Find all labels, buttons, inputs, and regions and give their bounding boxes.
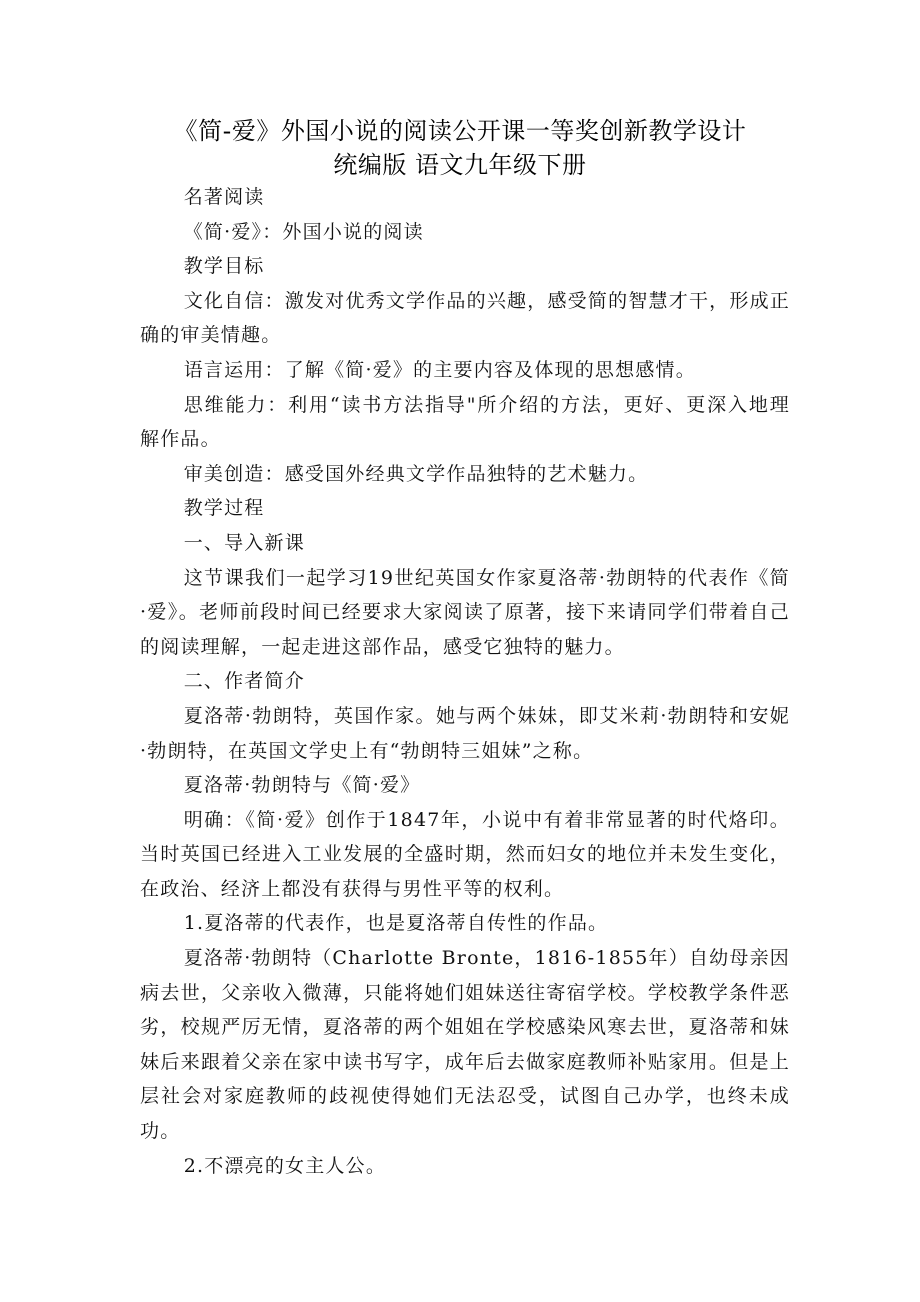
subheading-author-and-novel: 夏洛蒂·勃朗特与《简·爱》 [183, 774, 421, 797]
section-label-famous-works: 名著阅读 [183, 186, 265, 208]
list-item-1: 1.夏洛蒂的代表作，也是夏洛蒂自传性的作品。 [183, 912, 609, 935]
paragraph-clarification: 明确：《简·爱》创作于1847年，小说中有着非常显著的时代烙印。当时英国已经进入工业发展的全盛时期，然而妇女的地位并未发生变化，在政治、经济上都没有获得与男性平等的权利。 [140, 808, 790, 900]
goal-aesthetic-creation: 审美创造：感受国外经典文学作品独特的艺术魅力。 [183, 462, 649, 485]
heading-introduction: 一、导入新课 [183, 531, 305, 554]
paragraph-author-profile: 夏洛蒂·勃朗特，英国作家。她与两个妹妹，即艾米莉·勃朗特和安妮·勃朗特，在英国文学史上有“勃朗特三姐妹”之称。 [140, 704, 790, 762]
heading-teaching-goals: 教学目标 [183, 255, 265, 278]
lesson-topic: 《简·爱》：外国小说的阅读 [183, 220, 424, 243]
paragraph-biography: 夏洛蒂·勃朗特（Charlotte Bronte，1816-1855年）自幼母亲因病去世，父亲收入微薄，只能将她们姐妹送往寄宿学校。学校教学条件恶劣，校规严厉无情，夏洛蒂的两个姐姐在学校感染风寒去世，夏洛蒂和妹妹后来跟着父亲在家中读书写字，成年后去做家庭教师补贴家用。但是上层社会对家庭教师的歧视使得她们无法忍受，试图自己办学，也终未成功。 [140, 947, 790, 1143]
document-title: 《简-爱》外国小说的阅读公开课一等奖创新教学设计 [173, 117, 747, 145]
goal-thinking-ability: 思维能力：利用“读书方法指导"所介绍的方法，更好、更深入地理解作品。 [140, 393, 790, 451]
document-subtitle: 统编版 语文九年级下册 [333, 151, 587, 179]
goal-cultural-confidence: 文化自信：激发对优秀文学作品的兴趣，感受简的智慧才干，形成正确的审美情趣。 [140, 289, 790, 347]
heading-author-profile: 二、作者简介 [183, 670, 305, 693]
goal-language-use: 语言运用：了解《简·爱》的主要内容及体现的思想感情。 [183, 358, 696, 381]
document-body [140, 180, 790, 1183]
list-item-2: 2.不漂亮的女主人公。 [183, 1154, 387, 1177]
paragraph-introduction: 这节课我们一起学习19世纪英国女作家夏洛蒂·勃朗特的代表作《简·爱》。老师前段时间已经要求大家阅读了原著，接下来请同学们带着自己的阅读理解，一起走进这部作品，感受它独特的魅力。 [140, 566, 790, 658]
heading-teaching-process: 教学过程 [183, 497, 265, 520]
